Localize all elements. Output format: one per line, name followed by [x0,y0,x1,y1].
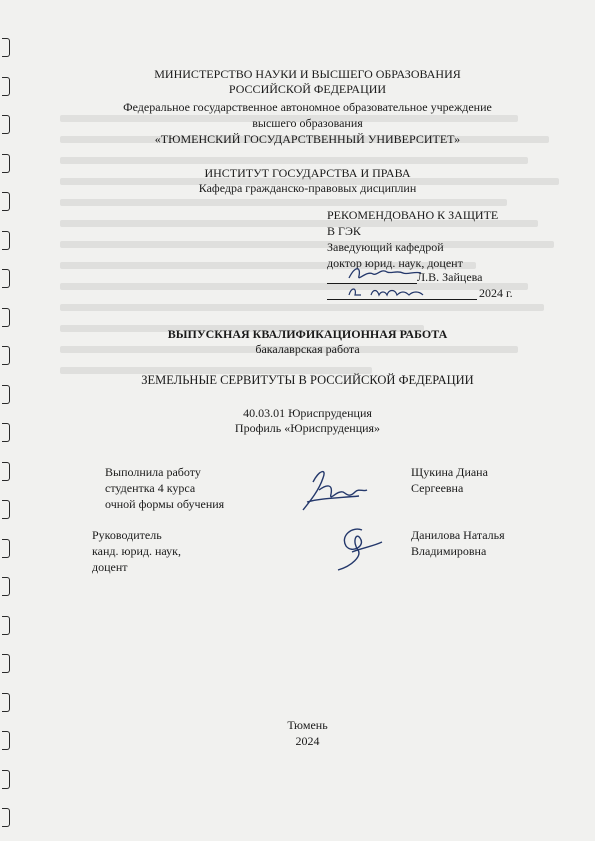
approval-line-2: В ГЭК [327,224,361,238]
binder-ring [2,654,10,673]
student-signature-icon [293,462,373,517]
approval-line-1: РЕКОМЕНДОВАНО К ЗАЩИТЕ [327,208,499,222]
binder-ring [2,192,10,211]
city: Тюмень [287,718,328,732]
binder-rings [0,0,16,841]
binder-ring [2,77,10,96]
thesis-type-title: ВЫПУСКНАЯ КВАЛИФИКАЦИОННАЯ РАБОТА [167,327,448,341]
approval-year: 2024 г. [479,286,513,300]
binder-ring [2,808,10,827]
supervisor-name-line-2: Владимировна [411,544,487,558]
student-role-line-2: студентка 4 курса [105,481,196,495]
ministry-line-2: РОССИЙСКОЙ ФЕДЕРАЦИИ [228,82,387,96]
binder-ring [2,115,10,134]
ministry-line-1: МИНИСТЕРСТВО НАУКИ И ВЫСШЕГО ОБРАЗОВАНИЯ [154,67,461,81]
thesis-level: бакалаврская работа [255,342,360,356]
binder-ring [2,462,10,481]
supervisor-role-line-2: канд. юрид. наук, [92,544,181,558]
program-code: 40.03.01 Юриспруденция [243,406,372,420]
binder-ring [2,577,10,596]
binder-ring [2,539,10,558]
binder-ring [2,423,10,442]
supervisor-signature-icon [322,522,392,577]
department-name: Кафедра гражданско-правовых дисциплин [198,181,417,195]
binder-ring [2,500,10,519]
program-profile: Профиль «Юриспруденция» [234,421,381,435]
student-name-line-1: Щукина Диана [411,465,488,479]
binder-ring [2,770,10,789]
binder-ring [2,346,10,365]
binder-ring [2,231,10,250]
student-name-line-2: Сергеевна [411,481,464,495]
approval-line-4: доктор юрид. наук, доцент [327,256,463,270]
student-role-line-3: очной формы обучения [105,497,225,511]
supervisor-name-line-1: Данилова Наталья [411,528,505,542]
binder-ring [2,38,10,57]
binder-ring [2,693,10,712]
head-of-department-name: Л.В. Зайцева [417,270,483,284]
institute-name: ИНСТИТУТ ГОСУДАРСТВА И ПРАВА [204,166,411,180]
binder-ring [2,269,10,288]
student-role-line-1: Выполнила работу [105,465,201,479]
year: 2024 [295,734,320,748]
binder-ring [2,731,10,750]
institution-line-2: высшего образования [252,116,363,130]
binder-ring [2,154,10,173]
approval-signature-icon [345,262,425,284]
binder-ring [2,308,10,327]
bleed-through-text [60,115,580,415]
supervisor-role-line-1: Руководитель [92,528,162,542]
approval-line-3: Заведующий кафедрой [327,240,444,254]
binder-ring [2,616,10,635]
university-name: «ТЮМЕНСКИЙ ГОСУДАРСТВЕННЫЙ УНИВЕРСИТЕТ» [154,132,461,146]
handwritten-date-icon [343,283,433,301]
binder-ring [2,385,10,404]
thesis-topic: ЗЕМЕЛЬНЫЕ СЕРВИТУТЫ В РОССИЙСКОЙ ФЕДЕРАЦИИ [141,373,474,387]
supervisor-role-line-3: доцент [92,560,128,574]
institution-line-1: Федеральное государственное автономное образовательное учреждение [123,100,492,114]
